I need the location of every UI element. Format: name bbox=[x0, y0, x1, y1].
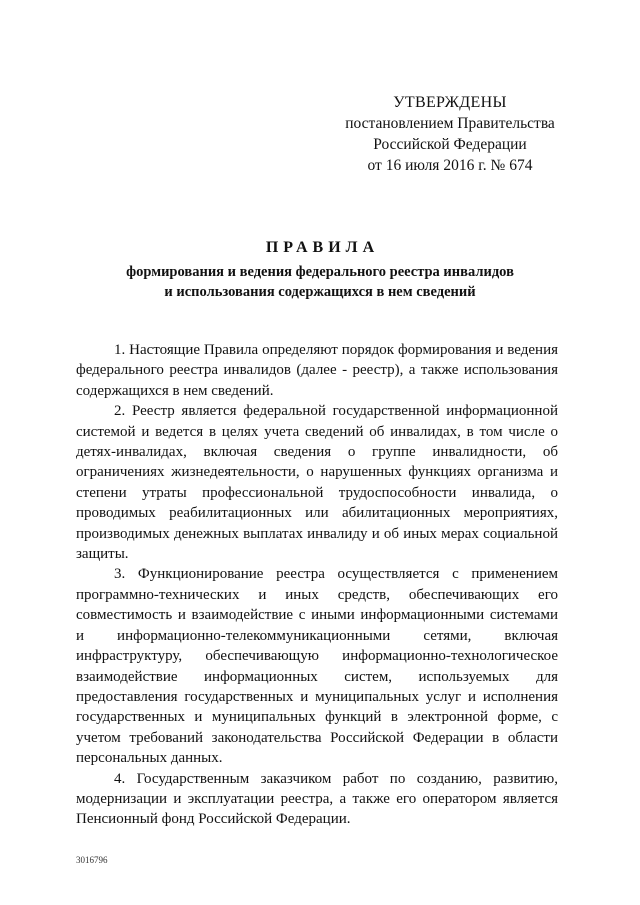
approval-line-date-number: от 16 июля 2016 г. № 674 bbox=[367, 157, 533, 174]
paragraph-2: 2. Реестр является федеральной государственной информационной системой и ведется в целях учета сведений об инвалидах, в том числе о детях-инвалидах, включая сведения о группе инвалидности, об ограничениях жизнедеятельности, о нарушенных функциях организма и степени утраты профессиональной трудоспособности инвалида, о проводимых реабилитационных или абилитационных мероприятиях, производимых денежных выплатах инвалиду и об иных мерах социальной защиты. bbox=[76, 403, 558, 563]
document-code: 3016796 bbox=[76, 855, 108, 865]
paragraph-1: 1. Настоящие Правила определяют порядок формирования и ведения федерального реестра инвалидов (далее - реестр), а также использования содержащихся в нем сведений. bbox=[76, 342, 558, 399]
approval-heading: УТВЕРЖДЕНЫ bbox=[393, 94, 507, 111]
document-title: ПРАВИЛА bbox=[265, 239, 380, 256]
document-subtitle bbox=[0, 262, 640, 302]
document-body bbox=[76, 340, 558, 830]
approval-line-decree: постановлением Правительства bbox=[345, 115, 555, 132]
subtitle-line-1: формирования и ведения федерального реестра инвалидов bbox=[126, 264, 514, 280]
paragraph-4: 4. Государственным заказчиком работ по созданию, развитию, модернизации и эксплуатации реестра, а также его оператором является Пенсионный фонд Российской Федерации. bbox=[76, 770, 558, 828]
approval-line-country: Российской Федерации bbox=[373, 136, 527, 153]
approval-stamp bbox=[330, 92, 570, 176]
subtitle-line-2: и использования содержащихся в нем сведений bbox=[164, 284, 476, 300]
paragraph-3: 3. Функционирование реестра осуществляется с применением программно-технических и иных средств, обеспечивающих его совместимость и взаимодействие с иными информационными системами и информационно-телекоммуникационными сетями, включая инфраструктуру, обеспечивающую информационно-технологическое взаимодействие информационных систем, используемых для предоставления государственных и муниципальных услуг и исполнения государственных и муниципальных функций в электронной форме, с учетом требований законодательства Российской Федерации в области персональных данных. bbox=[76, 566, 558, 767]
